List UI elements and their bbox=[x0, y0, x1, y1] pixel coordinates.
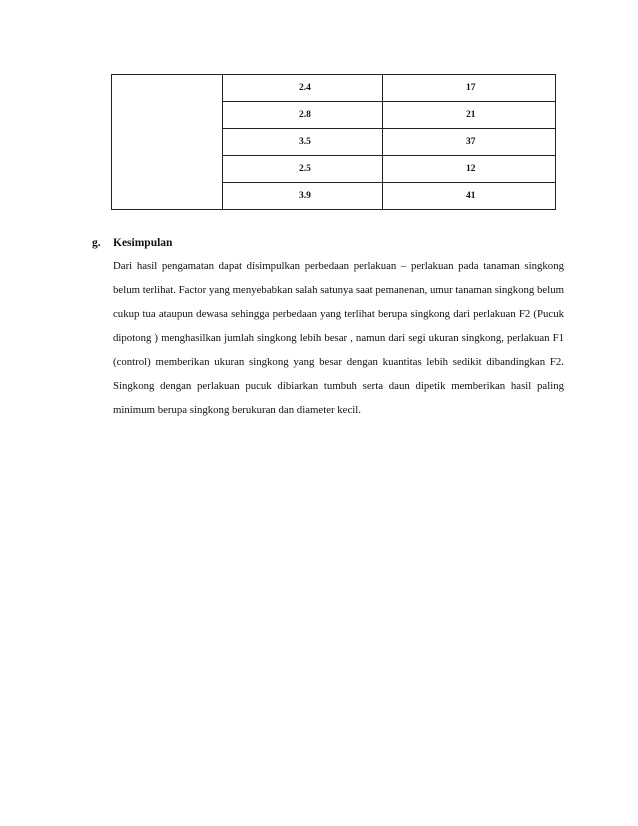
table-cell: 2.5 bbox=[223, 156, 383, 183]
section-letter: g. bbox=[92, 237, 101, 249]
section-heading bbox=[92, 233, 564, 253]
section-title: Kesimpulan bbox=[113, 237, 173, 249]
table-cell: 3.9 bbox=[223, 183, 383, 210]
table-cell: 12 bbox=[383, 156, 556, 183]
results-table bbox=[111, 74, 556, 210]
conclusion-paragraph: Dari hasil pengamatan dapat disimpulkan perbedaan perlakuan – perlakuan pada tanaman singkong belum terlihat. Factor yang menyebabkan salah satunya saat pemanenan, umur tanaman singkong belum cukup tua ataupun dewasa sehingga perbedaan yang terlihat berupa singkong dari perlakuan F2 (Pucuk dipotong ) menghasilkan jumlah singkong lebih besar , namun dari segi ukuran singkong, perlakuan F1 (control) memberikan ukuran singkong yang besar dengan kuantitas lebih sedikit dibandingkan F2. Singkong dengan perlakuan pucuk dibiarkan tumbuh serta daun dipetik memberikan hasil paling minimum berupa singkong berukuran dan diameter kecil. bbox=[113, 260, 564, 416]
merged-label-cell bbox=[112, 75, 223, 210]
table-cell: 21 bbox=[383, 102, 556, 129]
table-cell: 17 bbox=[383, 75, 556, 102]
table-cell: 2.8 bbox=[223, 102, 383, 129]
table-cell: 3.5 bbox=[223, 129, 383, 156]
table-cell: 2.4 bbox=[223, 75, 383, 102]
table-row bbox=[112, 75, 556, 102]
table-cell: 41 bbox=[383, 183, 556, 210]
table-cell: 37 bbox=[383, 129, 556, 156]
conclusion-section bbox=[92, 233, 564, 422]
